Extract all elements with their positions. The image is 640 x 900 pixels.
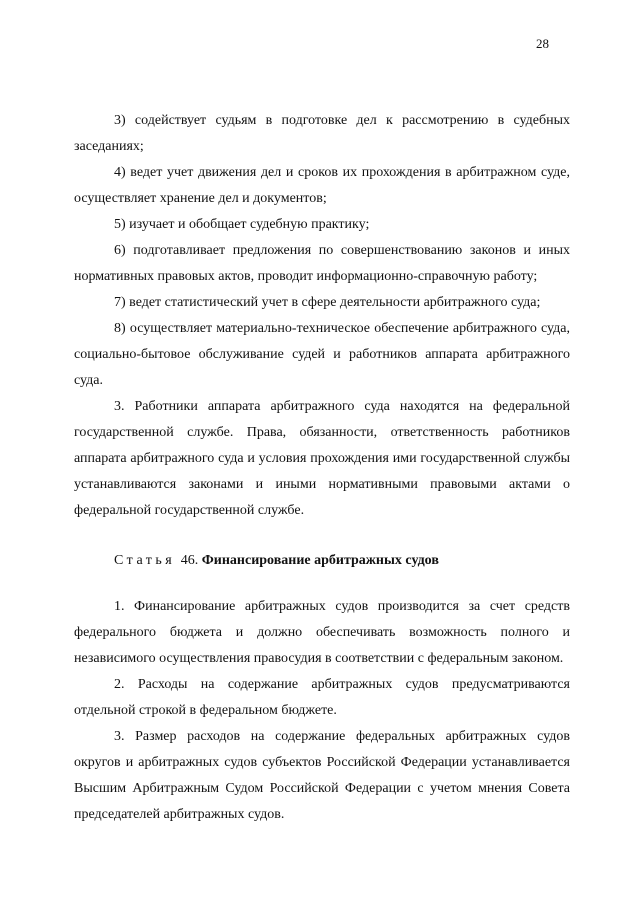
paragraph-item-8: 8) осуществляет материально-техническое обеспечение арбитражного суда, социально-бытовое обслуживание судей и работников аппарата арбитражного суда. bbox=[74, 321, 570, 388]
article-title: Финансирование арбитражных судов bbox=[201, 553, 439, 568]
paragraph-item-5: 5) изучает и обобщает судебную практику; bbox=[114, 217, 370, 232]
article-number: 46. bbox=[180, 553, 199, 568]
paragraph-item-6: 6) подготавливает предложения по совершенствованию законов и иных нормативных правовых актов, проводит информационно-справочную работу; bbox=[74, 243, 570, 284]
paragraph-item-7: 7) ведет статистический учет в сфере деятельности арбитражного суда; bbox=[114, 295, 541, 310]
article-heading bbox=[74, 548, 570, 574]
paragraph-financing-1: 1. Финансирование арбитражных судов производится за счет средств федерального бюджета и должно обеспечивать возможность полного и независимого осуществления правосудия в соответствии с федеральным законом. bbox=[74, 599, 570, 666]
page-number: 28 bbox=[536, 36, 549, 51]
paragraph-item-3: 3) содействует судьям в подготовке дел к рассмотрению в судебных заседаниях; bbox=[74, 113, 570, 154]
article-prefix: Статья bbox=[114, 553, 176, 568]
paragraph-financing-3: 3. Размер расходов на содержание федеральных арбитражных судов округов и арбитражных судов субъектов Российской Федерации устанавливается Высшим Арбитражным Судом Российской Федерации с учетом мнения Совета председателей арбитражных судов. bbox=[74, 729, 570, 822]
paragraph-item-4: 4) ведет учет движения дел и сроков их прохождения в арбитражном суде, осуществляет хранение дел и документов; bbox=[74, 165, 570, 206]
paragraph-section-3: 3. Работники аппарата арбитражного суда находятся на федеральной государственной службе. Права, обязанности, ответственность работников аппарата арбитражного суда и условия прохождения ими государственной службы устанавливаются законами и иными нормативными правовыми актами о федеральной государственной службе. bbox=[74, 399, 570, 518]
document-body bbox=[74, 108, 570, 828]
paragraph-financing-2: 2. Расходы на содержание арбитражных судов предусматриваются отдельной строкой в федеральном бюджете. bbox=[74, 677, 570, 718]
